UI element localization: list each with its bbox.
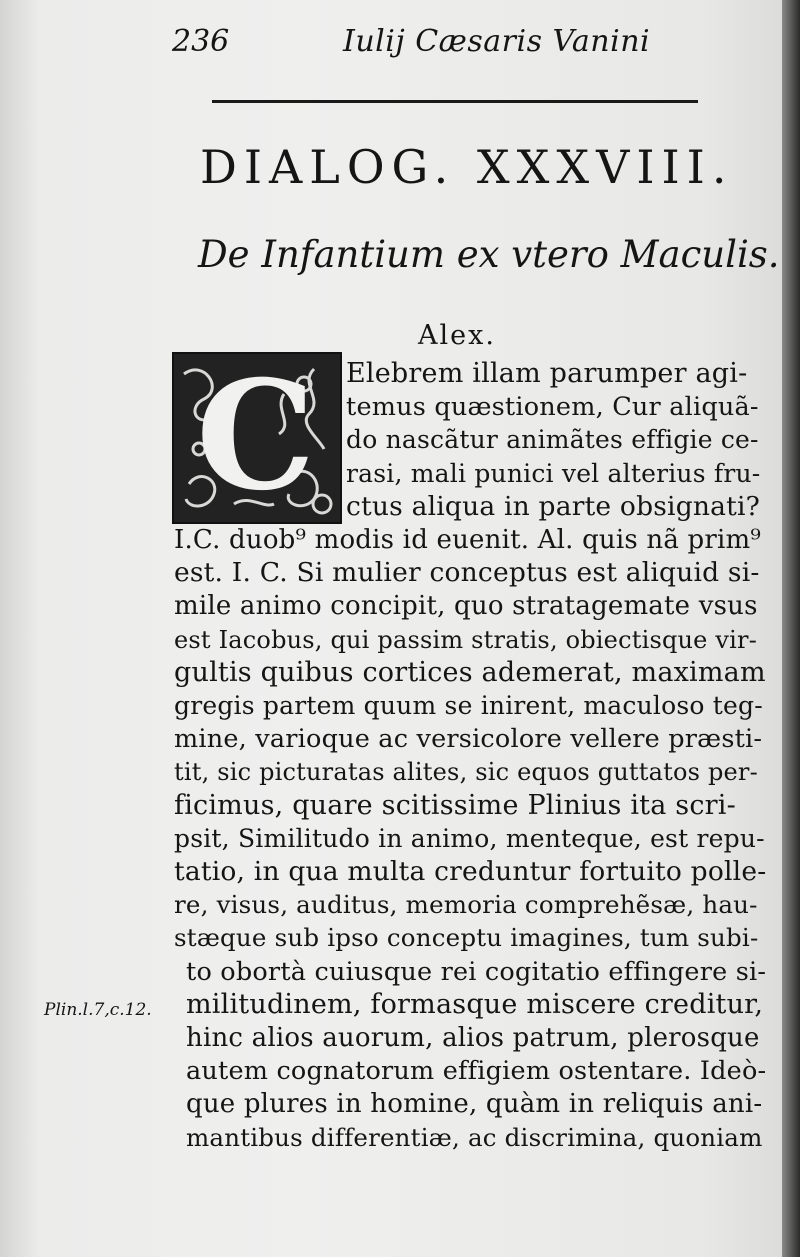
running-title: Iulij Cæsaris Vanini: [343, 24, 651, 59]
text-line: stæque sub ipso conceptu imagines, tum subi-: [174, 923, 759, 953]
text-line: re, visus, auditus, memoria comprehẽsæ, hau-: [174, 890, 758, 920]
text-line: hinc alios auorum, alios patrum, plerosque: [186, 1023, 760, 1053]
margin-note: Plin.l.7,c.12.: [44, 1000, 152, 1020]
text-line: tit, sic picturatas alites, sic equos guttatos per-: [174, 758, 758, 787]
speaker-label: Alex.: [418, 320, 496, 351]
text-line: I.C. duob⁹ modis id euenit. Al. quis nã prim⁹: [174, 525, 761, 555]
text-line: Elebrem illam parumper agi-: [346, 358, 748, 389]
text-line: est Iacobus, qui passim stratis, obiectisque vir-: [174, 625, 758, 654]
text-line: temus quæstionem, Cur aliquã-: [346, 392, 759, 423]
text-line: mile animo concipit, quo stratagemate vsus: [174, 591, 758, 622]
text-line: psit, Similitudo in animo, menteque, est repu-: [174, 823, 765, 853]
initial-letter: C: [196, 352, 316, 524]
text-line: militudinem, formasque miscere creditur,: [186, 988, 764, 1020]
text-line: do nascãtur animãtes effigie ce-: [346, 425, 759, 455]
header-rule: [212, 100, 698, 103]
text-line: est. I. C. Si mulier conceptus est aliquid si-: [174, 557, 760, 589]
text-line: tatio, in qua multa creduntur fortuito polle-: [174, 856, 767, 887]
decorated-initial: [172, 352, 342, 524]
text-line: autem cognatorum effigiem ostentare. Ideò-: [186, 1056, 767, 1087]
text-line: mantibus differentiæ, ac discrimina, quoniam: [186, 1122, 763, 1152]
text-line: que plures in homine, quàm in reliquis ani-: [186, 1089, 763, 1120]
text-line: gultis quibus cortices ademerat, maximam: [174, 656, 766, 688]
text-line: to obortà cuiusque rei cogitatio effingere si-: [186, 956, 767, 987]
text-line: rasi, mali punici vel alterius fru-: [346, 458, 761, 488]
page-edge-shadow: [782, 0, 800, 1257]
text-line: ctus aliqua in parte obsignati?: [346, 490, 761, 522]
dialog-title: DIALOG. XXXVIII.: [200, 140, 734, 194]
running-head: [168, 18, 668, 64]
dialog-subtitle: De Infantium ex vtero Maculis.: [198, 233, 780, 276]
text-line: gregis partem quum se inirent, maculoso teg-: [174, 691, 763, 720]
page-number: 236: [172, 24, 230, 59]
text-line: ficimus, quare scitissime Plinius ita scri-: [174, 789, 736, 821]
text-line: mine, varioque ac versicolore vellere præsti-: [174, 724, 763, 755]
